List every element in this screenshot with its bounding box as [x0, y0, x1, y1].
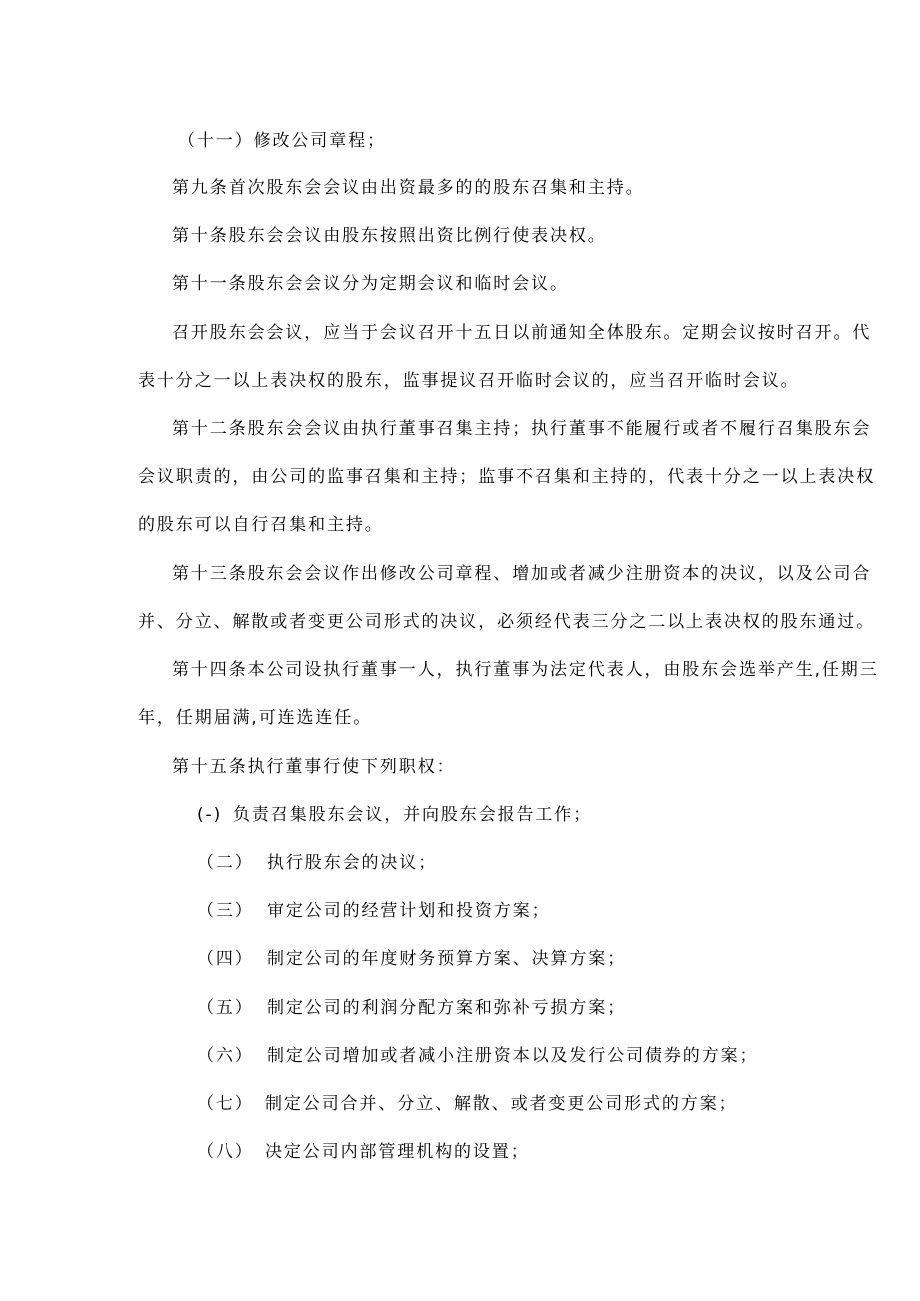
paragraph-convening-line-2: 表十分之一以上表决权的股东，监事提议召开临时会议的，应当召开临时会议。 [138, 371, 800, 391]
list-marker: （二） [197, 853, 254, 873]
clause-item-11: （十一）修改公司章程； [178, 131, 386, 151]
article-13-line-2: 并、分立、解散或者变更公司形式的决议，必须经代表三分之二以上表决权的股东通过。 [138, 612, 876, 632]
list-marker: （七） [197, 1094, 254, 1114]
list-marker: （八） [197, 1142, 254, 1162]
list-marker: （四） [197, 949, 254, 969]
article-14-line-2: 年，任期届满,可连选连任。 [138, 708, 373, 728]
article-12-line-3: 的股东可以自行召集和主持。 [138, 515, 384, 535]
paragraph-convening-line-1: 召开股东会会议，应当于会议召开十五日以前通知全体股东。定期会议按时召开。代 [172, 323, 872, 343]
list-marker: （三） [197, 901, 254, 921]
article-13-line-1: 第十三条股东会会议作出修改公司章程、增加或者减少注册资本的决议，以及公司合 [172, 564, 872, 584]
article-9: 第九条首次股东会会议由出资最多的的股东召集和主持。 [172, 178, 645, 198]
list-marker: （五） [197, 998, 254, 1018]
list-text: 制定公司增加或者减小注册资本以及发行公司债券的方案； [267, 1046, 759, 1066]
list-text: 负责召集股东会议，并向股东会报告工作； [233, 805, 593, 825]
article-12-line-2: 会议职责的，由公司的监事召集和主持；监事不召集和主持的，代表十分之一以上表决权 [138, 467, 876, 487]
article-12-line-1: 第十二条股东会会议由执行董事召集主持；执行董事不能履行或者不履行召集股东会 [172, 419, 872, 439]
article-10: 第十条股东会会议由股东按照出资比例行使表决权。 [172, 226, 607, 246]
article-11: 第十一条股东会会议分为定期会议和临时会议。 [172, 274, 569, 294]
list-marker: (-) [197, 805, 223, 825]
list-text: 制定公司的利润分配方案和弥补亏损方案； [267, 998, 627, 1018]
article-15: 第十五条执行董事行使下列职权： [172, 757, 456, 777]
list-marker: （六） [197, 1046, 254, 1066]
list-text: 审定公司的经营计划和投资方案； [267, 901, 551, 921]
list-text: 制定公司的年度财务预算方案、决算方案； [267, 949, 627, 969]
article-14-line-1: 第十四条本公司设执行董事一人，执行董事为法定代表人，由股东会选举产生,任期三 [172, 660, 879, 680]
list-text: 执行股东会的决议； [267, 853, 438, 873]
list-text: 制定公司合并、分立、解散、或者变更公司形式的方案； [265, 1094, 738, 1114]
list-text: 决定公司内部管理机构的设置； [265, 1142, 530, 1162]
